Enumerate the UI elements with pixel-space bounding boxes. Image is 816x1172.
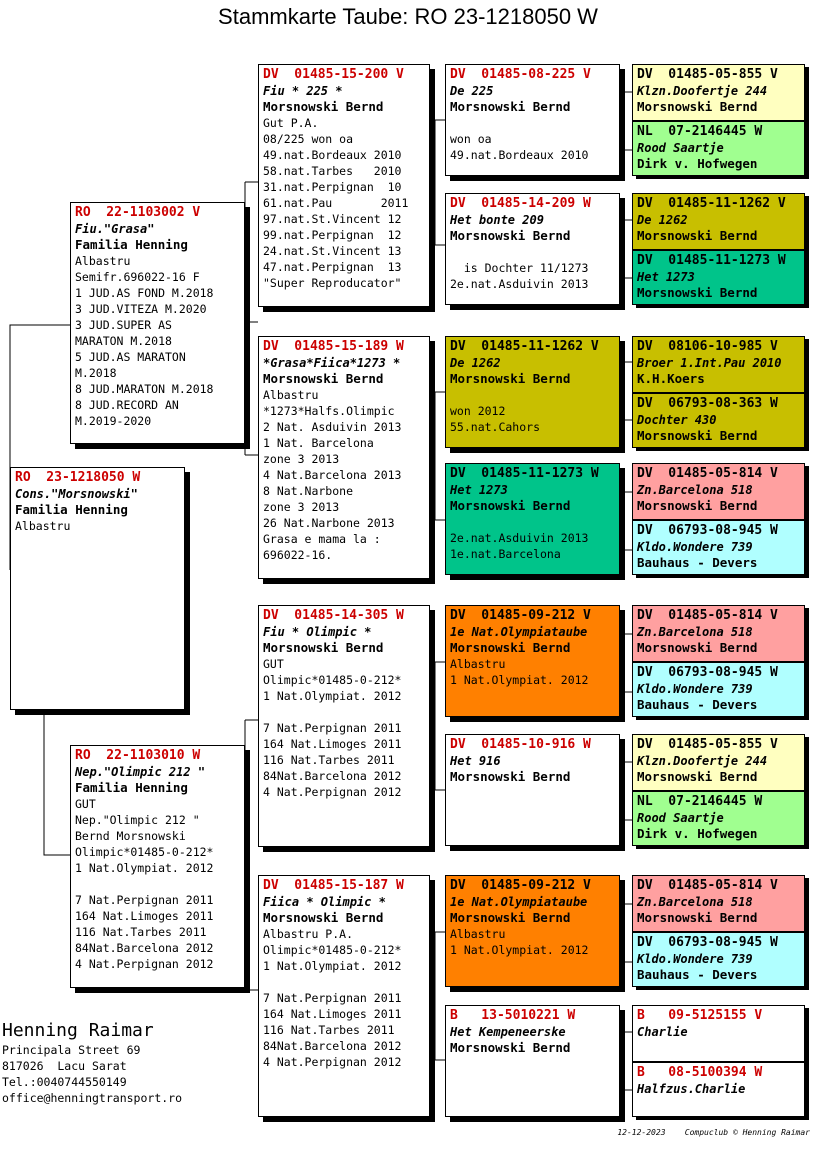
pigeon-name: Klzn.Doofertje 244: [637, 754, 768, 768]
ring-number: DV 01485-15-189 W: [263, 339, 404, 354]
pedigree-note: 58.nat.Tarbes 2010: [263, 164, 402, 178]
owner-name: Morsnowski Bernd: [637, 228, 758, 243]
ring-number: DV 01485-11-1273 W: [637, 253, 786, 268]
pigeon-name: Fiu * Olimpic *: [263, 625, 372, 639]
pedigree-note: 55.nat.Cahors: [450, 420, 541, 434]
pigeon-name: Fiu * 225 *: [263, 84, 343, 98]
pigeon-card[interactable]: [258, 64, 430, 307]
pigeon-name: Kldo.Wondere 739: [637, 682, 753, 696]
pedigree-note: 47.nat.Perpignan 13: [263, 260, 402, 274]
pigeon-name: Charlie: [637, 1025, 688, 1039]
pigeon-card[interactable]: [632, 193, 805, 250]
pedigree-note: 7 Nat.Perpignan 2011: [75, 893, 214, 907]
pigeon-card[interactable]: [445, 193, 620, 305]
owner-name: Morsnowski Bernd: [450, 769, 571, 784]
pedigree-note: 7 Nat.Perpignan 2011: [263, 721, 402, 735]
pedigree-note: 49.nat.Bordeaux 2010: [263, 148, 402, 162]
pedigree-note: "Super Reproducator": [263, 276, 402, 290]
ring-number: DV 01485-10-916 W: [450, 737, 591, 752]
pedigree-note: 24.nat.St.Vincent 13: [263, 244, 402, 258]
owner-name: Bauhaus - Devers: [637, 555, 758, 570]
ring-number: DV 01485-14-209 W: [450, 196, 591, 211]
owner-name: Bauhaus - Devers: [637, 697, 758, 712]
pedigree-note: Albastru P.A.: [263, 927, 354, 941]
owner-name: Morsnowski Bernd: [637, 428, 758, 443]
pedigree-note: 116 Nat.Tarbes 2011: [75, 925, 207, 939]
pedigree-note: won 2012: [450, 404, 506, 418]
owner-name: Morsnowski Bernd: [450, 498, 571, 513]
ring-number: DV 06793-08-945 W: [637, 523, 778, 538]
pigeon-card[interactable]: [445, 336, 620, 448]
pedigree-note: GUT: [75, 797, 96, 811]
pigeon-card[interactable]: [632, 121, 805, 176]
pigeon-name: Halfzus.Charlie: [637, 1082, 746, 1096]
pigeon-card[interactable]: [445, 605, 620, 717]
pigeon-name: Zn.Barcelona 518: [637, 895, 753, 909]
pedigree-note: zone 3 2013: [263, 500, 340, 514]
ring-number: DV 01485-15-187 W: [263, 878, 404, 893]
pedigree-note: 97.nat.St.Vincent 12: [263, 212, 402, 226]
owner-name: Familia Henning: [75, 237, 188, 252]
pigeon-card[interactable]: [632, 791, 805, 846]
pedigree-note: 7 Nat.Perpignan 2011: [263, 991, 402, 1005]
pedigree-note: 1 Nat.Olympiat. 2012: [75, 861, 214, 875]
pedigree-note: zone 3 2013: [263, 452, 340, 466]
owner-name: Morsnowski Bernd: [637, 498, 758, 513]
pedigree-note: 1e.nat.Barcelona: [450, 547, 561, 561]
pigeon-name: Kldo.Wondere 739: [637, 952, 753, 966]
ring-number: DV 01485-05-814 V: [637, 878, 778, 893]
breeder-phone: Tel.:0040744550149: [2, 1075, 127, 1089]
pedigree-note: Bernd Morsnowski: [75, 829, 186, 843]
pigeon-card[interactable]: [445, 1005, 620, 1117]
ring-number: DV 06793-08-945 W: [637, 665, 778, 680]
pigeon-name: De 225: [450, 84, 494, 98]
pigeon-card[interactable]: [632, 605, 805, 662]
owner-name: Morsnowski Bernd: [263, 910, 384, 925]
pigeon-name: 1e Nat.Olympiataube: [450, 895, 588, 909]
owner-name: Morsnowski Bernd: [450, 910, 571, 925]
owner-name: Morsnowski Bernd: [637, 769, 758, 784]
ring-number: DV 01485-11-1262 V: [450, 339, 599, 354]
owner-name: Morsnowski Bernd: [450, 1040, 571, 1055]
pedigree-note: Albastru: [75, 254, 131, 268]
pedigree-note: 2e.nat.Asduivin 2013: [450, 277, 589, 291]
pedigree-note: 8 JUD.MARATON M.2018: [75, 382, 214, 396]
owner-name: Familia Henning: [75, 780, 188, 795]
pedigree-note: 4 Nat.Perpignan 2012: [263, 785, 402, 799]
pigeon-name: De 1262: [450, 356, 501, 370]
pedigree-note: Olimpic*01485-0-212*: [263, 673, 402, 687]
pigeon-card[interactable]: [258, 875, 430, 1117]
pedigree-note: 84Nat.Barcelona 2012: [75, 941, 214, 955]
ring-number: DV 01485-09-212 V: [450, 608, 591, 623]
pigeon-card[interactable]: [632, 932, 805, 987]
ring-number: RO 22-1103010 W: [75, 748, 201, 763]
pigeon-name: 1e Nat.Olympiataube: [450, 625, 588, 639]
pigeon-card[interactable]: [70, 745, 245, 988]
pigeon-name: De 1262: [637, 213, 688, 227]
footer-credit: 12-12-2023 Compuclub © Henning Raimar: [617, 1128, 810, 1137]
pedigree-note: M.2018: [75, 366, 117, 380]
pedigree-note: [75, 876, 240, 892]
pedigree-note: is Dochter 11/1273: [450, 261, 589, 275]
ring-number: DV 01485-14-305 W: [263, 608, 404, 623]
pigeon-name: Nep."Olimpic 212 ": [75, 765, 206, 779]
pigeon-name: Dochter 430: [637, 413, 717, 427]
pedigree-note: 1 Nat.Olympiat. 2012: [263, 959, 402, 973]
ring-number: DV 01485-05-814 V: [637, 466, 778, 481]
pedigree-note: 116 Nat.Tarbes 2011: [263, 753, 395, 767]
pigeon-name: Fiica * Olimpic *: [263, 895, 386, 909]
ring-number: DV 01485-08-225 V: [450, 67, 591, 82]
ring-number: DV 01485-15-200 V: [263, 67, 404, 82]
owner-name: Dirk v. Hofwegen: [637, 156, 758, 171]
pedigree-note: Albastru: [263, 388, 319, 402]
owner-name: Dirk v. Hofwegen: [637, 826, 758, 841]
pigeon-card[interactable]: [632, 393, 805, 448]
ring-number: DV 01485-11-1273 W: [450, 466, 599, 481]
pigeon-card[interactable]: [632, 64, 805, 121]
pedigree-note: 164 Nat.Limoges 2011: [263, 1007, 402, 1021]
pigeon-name: Het 1273: [450, 483, 508, 497]
pigeon-name: *Grasa*Fiica*1273 *: [263, 356, 401, 370]
pedigree-note: 4 Nat.Barcelona 2013: [263, 468, 402, 482]
pedigree-note: *1273*Halfs.Olimpic: [263, 404, 395, 418]
pigeon-card[interactable]: [445, 463, 620, 575]
pedigree-note: Semifr.696022-16 F: [75, 270, 200, 284]
pedigree-note: 1 Nat.Olympiat. 2012: [450, 943, 589, 957]
pigeon-card[interactable]: [632, 1062, 805, 1117]
pigeon-card[interactable]: [445, 734, 620, 846]
owner-name: Familia Henning: [15, 502, 128, 517]
pedigree-note: 696022-16.: [263, 548, 333, 562]
pedigree-note: 4 Nat.Perpignan 2012: [75, 957, 214, 971]
pedigree-note: 164 Nat.Limoges 2011: [263, 737, 402, 751]
ring-number: B 09-5125155 V: [637, 1008, 763, 1023]
pedigree-note: 3 JUD.VITEZA M.2020: [75, 302, 207, 316]
ring-number: DV 06793-08-363 W: [637, 396, 778, 411]
ring-number: NL 07-2146445 W: [637, 124, 763, 139]
pedigree-note: 31.nat.Perpignan 10: [263, 180, 402, 194]
ring-number: NL 07-2146445 W: [637, 794, 763, 809]
pedigree-note: Albastru: [450, 927, 506, 941]
pigeon-name: Klzn.Doofertje 244: [637, 84, 768, 98]
pigeon-name: Rood Saartje: [637, 141, 724, 155]
pigeon-card[interactable]: [445, 875, 620, 987]
pigeon-name: Broer 1.Int.Pau 2010: [637, 356, 782, 370]
owner-name: Morsnowski Bernd: [450, 371, 571, 386]
pedigree-note: won oa: [450, 132, 492, 146]
pigeon-name: Rood Saartje: [637, 811, 724, 825]
pedigree-note: 1 Nat.Olympiat. 2012: [450, 673, 589, 687]
owner-name: Morsnowski Bernd: [263, 640, 384, 655]
ring-number: B 08-5100394 W: [637, 1065, 763, 1080]
pedigree-note: MARATON M.2018: [75, 334, 172, 348]
ring-number: DV 08106-10-985 V: [637, 339, 778, 354]
ring-number: RO 23-1218050 W: [15, 470, 141, 485]
pedigree-note: 2e.nat.Asduivin 2013: [450, 531, 589, 545]
pigeon-name: Het 916: [450, 754, 501, 768]
pedigree-note: 116 Nat.Tarbes 2011: [263, 1023, 395, 1037]
breeder-email: office@henningtransport.ro: [2, 1091, 183, 1105]
pedigree-note: 3 JUD.SUPER AS: [75, 318, 172, 332]
pedigree-note: 8 JUD.RECORD AN: [75, 398, 179, 412]
pedigree-note: 49.nat.Bordeaux 2010: [450, 148, 589, 162]
pigeon-name: Het 1273: [637, 270, 695, 284]
breeder-address-line: Principala Street 69: [2, 1043, 141, 1057]
pedigree-note: 5 JUD.AS MARATON: [75, 350, 186, 364]
owner-name: Morsnowski Bernd: [637, 910, 758, 925]
pedigree-note: 8 Nat.Narbone: [263, 484, 354, 498]
breeder-address-line: 817026 Lacu Sarat: [2, 1059, 127, 1073]
pedigree-note: [450, 387, 615, 403]
breeder-info: [2, 1020, 182, 1106]
pedigree-note: 08/225 won oa: [263, 132, 354, 146]
pedigree-note: 1 Nat.Olympiat. 2012: [263, 689, 402, 703]
owner-name: Morsnowski Bernd: [637, 640, 758, 655]
pigeon-card[interactable]: [258, 336, 430, 579]
pedigree-note: 164 Nat.Limoges 2011: [75, 909, 214, 923]
ring-number: DV 01485-11-1262 V: [637, 196, 786, 211]
pedigree-note: 84Nat.Barcelona 2012: [263, 1039, 402, 1053]
pigeon-name: Het bonte 209: [450, 213, 544, 227]
pedigree-note: 84Nat.Barcelona 2012: [263, 769, 402, 783]
ring-number: RO 22-1103002 V: [75, 205, 201, 220]
pedigree-note: Olimpic*01485-0-212*: [75, 845, 214, 859]
owner-name: Morsnowski Bernd: [637, 99, 758, 114]
owner-name: Morsnowski Bernd: [450, 228, 571, 243]
pigeon-card[interactable]: [70, 202, 245, 444]
pigeon-card[interactable]: [632, 336, 805, 393]
pigeon-card[interactable]: [258, 605, 430, 847]
pedigree-note: 2 Nat. Asduivin 2013: [263, 420, 402, 434]
pedigree-note: Gut P.A.: [263, 116, 319, 130]
pigeon-card[interactable]: [632, 875, 805, 932]
pedigree-note: 26 Nat.Narbone 2013: [263, 516, 395, 530]
pedigree-note: M.2019-2020: [75, 414, 152, 428]
pedigree-note: 61.nat.Pau 2011: [263, 196, 409, 210]
pigeon-card[interactable]: [632, 734, 805, 791]
ring-number: DV 06793-08-945 W: [637, 935, 778, 950]
owner-name: Morsnowski Bernd: [263, 371, 384, 386]
pigeon-card[interactable]: [632, 1005, 805, 1062]
ring-number: DV 01485-05-814 V: [637, 608, 778, 623]
pigeon-name: Fiu."Grasa": [75, 222, 155, 236]
pedigree-note: Olimpic*01485-0-212*: [263, 943, 402, 957]
owner-name: Bauhaus - Devers: [637, 967, 758, 982]
pigeon-name: Kldo.Wondere 739: [637, 540, 753, 554]
pedigree-note: [263, 974, 425, 990]
pedigree-note: Albastru: [450, 657, 506, 671]
pigeon-card[interactable]: [632, 463, 805, 520]
pigeon-name: Zn.Barcelona 518: [637, 483, 753, 497]
pedigree-note: [450, 244, 615, 260]
pigeon-card[interactable]: [10, 467, 185, 710]
owner-name: Morsnowski Bernd: [450, 99, 571, 114]
owner-name: Morsnowski Bernd: [263, 99, 384, 114]
breeder-name: Henning Raimar: [2, 1020, 154, 1041]
pigeon-card[interactable]: [632, 662, 805, 717]
ring-number: DV 01485-09-212 V: [450, 878, 591, 893]
pedigree-note: [263, 704, 425, 720]
pigeon-card[interactable]: [632, 520, 805, 575]
owner-name: K.H.Koers: [637, 371, 705, 386]
pedigree-note: 4 Nat.Perpignan 2012: [263, 1055, 402, 1069]
pigeon-card[interactable]: [445, 64, 620, 176]
pedigree-note: Albastru: [15, 519, 71, 533]
pedigree-note: Grasa e mama la :: [263, 532, 381, 546]
pedigree-note: Nep."Olimpic 212 ": [75, 813, 200, 827]
pedigree-note: 1 JUD.AS FOND M.2018: [75, 286, 214, 300]
owner-name: Morsnowski Bernd: [637, 285, 758, 300]
pedigree-note: 1 Nat. Barcelona: [263, 436, 374, 450]
pigeon-name: Het Kempeneerske: [450, 1025, 566, 1039]
pigeon-name: Zn.Barcelona 518: [637, 625, 753, 639]
pigeon-card[interactable]: [632, 250, 805, 305]
pedigree-note: 99.nat.Perpignan 12: [263, 228, 402, 242]
ring-number: DV 01485-05-855 V: [637, 737, 778, 752]
pedigree-note: [450, 514, 615, 530]
pedigree-note: [450, 115, 615, 131]
pigeon-name: Cons."Morsnowski": [15, 487, 138, 501]
ring-number: B 13-5010221 W: [450, 1008, 576, 1023]
page-title: Stammkarte Taube: RO 23-1218050 W: [218, 4, 598, 29]
ring-number: DV 01485-05-855 V: [637, 67, 778, 82]
pedigree-note: GUT: [263, 657, 284, 671]
owner-name: Morsnowski Bernd: [450, 640, 571, 655]
